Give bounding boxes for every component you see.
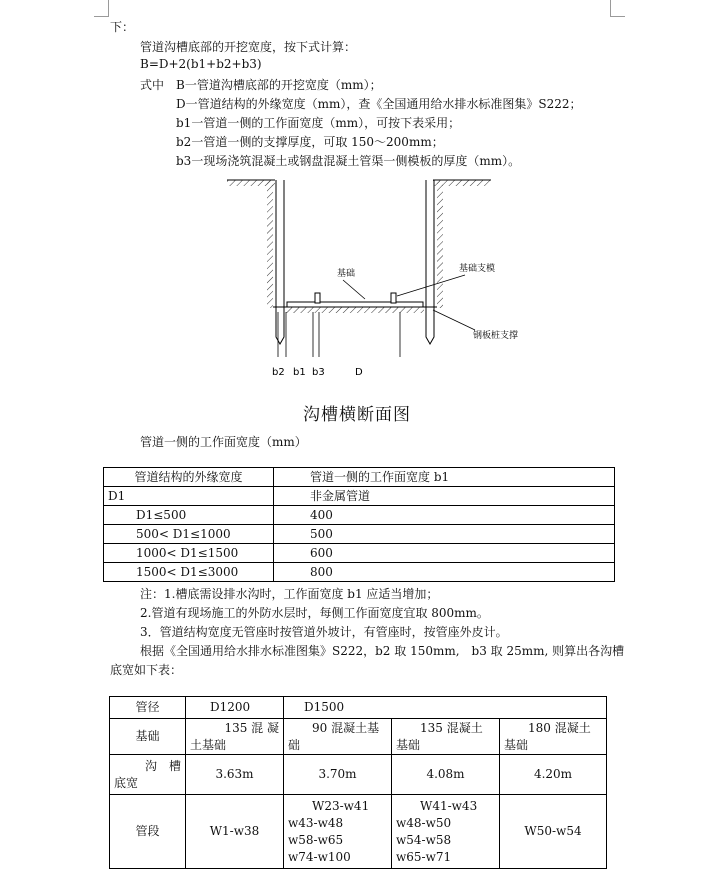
table2-label-segment: 管段 <box>110 795 186 869</box>
table1-range: D1≤500 <box>104 506 274 525</box>
trench-bottom-hatch <box>286 307 424 313</box>
table2-segment-2: W23-w41 w43-w48 w58-w65 w74-w100 <box>284 795 392 869</box>
foundation-slab <box>287 302 423 307</box>
definition-b: B一管道沟槽底部的开挖宽度（mm）； <box>176 78 382 92</box>
dim-label-d: D <box>355 367 363 378</box>
formwork-post-right <box>391 293 396 303</box>
label-sheet-pile: 钢板桩支撑 <box>473 331 519 341</box>
table1-range: 1000< D1≤1500 <box>104 544 274 563</box>
page-corner-mark-right <box>610 0 625 17</box>
sheet-pile-right <box>426 180 434 344</box>
table1-range: 500< D1≤1000 <box>104 525 274 544</box>
diagram-caption: 沟槽横断面图 <box>303 405 411 425</box>
table1-value: 600 <box>274 544 615 563</box>
definition-b1: b1一管道一侧的工作面宽度（mm），可按下表采用； <box>176 116 461 130</box>
table1-col2-header: 管道一侧的工作面宽度 b1 <box>274 468 615 487</box>
table2-width-2: 3.70m <box>284 755 392 795</box>
label-base: 基础 <box>337 269 356 279</box>
dim-label-b2: b2 <box>272 367 285 378</box>
table2-segment-4: W50-w54 <box>500 795 607 869</box>
table2-segment-1: W1-w38 <box>186 795 284 869</box>
trench-wall-left <box>267 180 273 308</box>
note-2: 2.管道有现场施工的外防水层时，每侧工作面宽度宜取 800mm。 <box>140 606 489 620</box>
table1-value: 400 <box>274 506 615 525</box>
dim-label-b3: b3 <box>312 367 325 378</box>
table2-width-4: 4.20m <box>500 755 607 795</box>
paragraph-line-2: 底宽如下表： <box>110 663 183 677</box>
table-row <box>104 506 615 525</box>
intro-line-1: 管道沟槽底部的开挖宽度，按下式计算： <box>140 40 357 54</box>
table1-col1-sub: D1 <box>104 487 274 506</box>
table-row <box>104 563 615 582</box>
table2-pipe-d1500: D1500 <box>284 697 607 719</box>
page-corner-mark-left <box>94 0 109 17</box>
table1-range: 1500< D1≤3000 <box>104 563 274 582</box>
table2-base-4: 180 混凝土 基础 <box>500 719 607 755</box>
formula: B=D+2(b1+b2+b3) <box>140 57 262 71</box>
table2-label-pipe: 管径 <box>110 697 186 719</box>
definition-b3: b3一现场浇筑混凝土或钢盘混凝土管渠一侧模板的厚度（mm）。 <box>176 154 521 168</box>
trench-cross-section-diagram <box>215 172 535 382</box>
table2-width-3: 4.08m <box>392 755 500 795</box>
where-label: 式中 <box>140 78 165 92</box>
table1-col2-sub: 非金属管道 <box>274 487 615 506</box>
table2-label-base: 基础 <box>110 719 186 755</box>
table-row <box>104 544 615 563</box>
table-row <box>104 525 615 544</box>
table2-width-1: 3.63m <box>186 755 284 795</box>
table1-col1-header: 管道结构的外缘宽度 <box>104 468 274 487</box>
definition-d: D一管道结构的外缘宽度（mm），查《全国通用给水排水标准图集》S222； <box>176 97 582 111</box>
sheet-pile-left <box>276 180 284 344</box>
intro-line-0: 下： <box>110 20 135 34</box>
note-3: 3．管道结构宽度无管座时按管道外坡计，有管座时，按管座外皮计。 <box>140 625 508 639</box>
work-width-table <box>103 467 615 582</box>
table2-pipe-d1200: D1200 <box>186 697 284 719</box>
table2-label-width: 沟 槽 底宽 <box>110 755 186 795</box>
paragraph-line-1: 根据《全国通用给水排水标准图集》S222，b2 取 150mm, b3 取 25mm, 则算出各沟槽 <box>140 644 625 658</box>
label-formwork: 基础支模 <box>459 264 496 274</box>
table2-base-2: 90 混凝土基 础 <box>284 719 392 755</box>
table2-base-1: 135 混 凝 土基础 <box>186 719 284 755</box>
note-1: 注：1.槽底需设排水沟时，工作面宽度 b1 应适当增加； <box>140 587 439 601</box>
trench-width-table <box>109 696 607 869</box>
table1-value: 500 <box>274 525 615 544</box>
table2-base-3: 135 混凝土 基础 <box>392 719 500 755</box>
table2-segment-3: W41-w43 w48-w50 w54-w58 w65-w71 <box>392 795 500 869</box>
formwork-post-left <box>315 293 320 303</box>
dim-label-b1: b1 <box>293 367 306 378</box>
table1-heading: 管道一侧的工作面宽度（mm） <box>140 435 307 449</box>
definition-b2: b2一管道一侧的支撑厚度，可取 150～200mm； <box>176 135 444 149</box>
trench-wall-right <box>437 180 443 308</box>
table1-value: 800 <box>274 563 615 582</box>
